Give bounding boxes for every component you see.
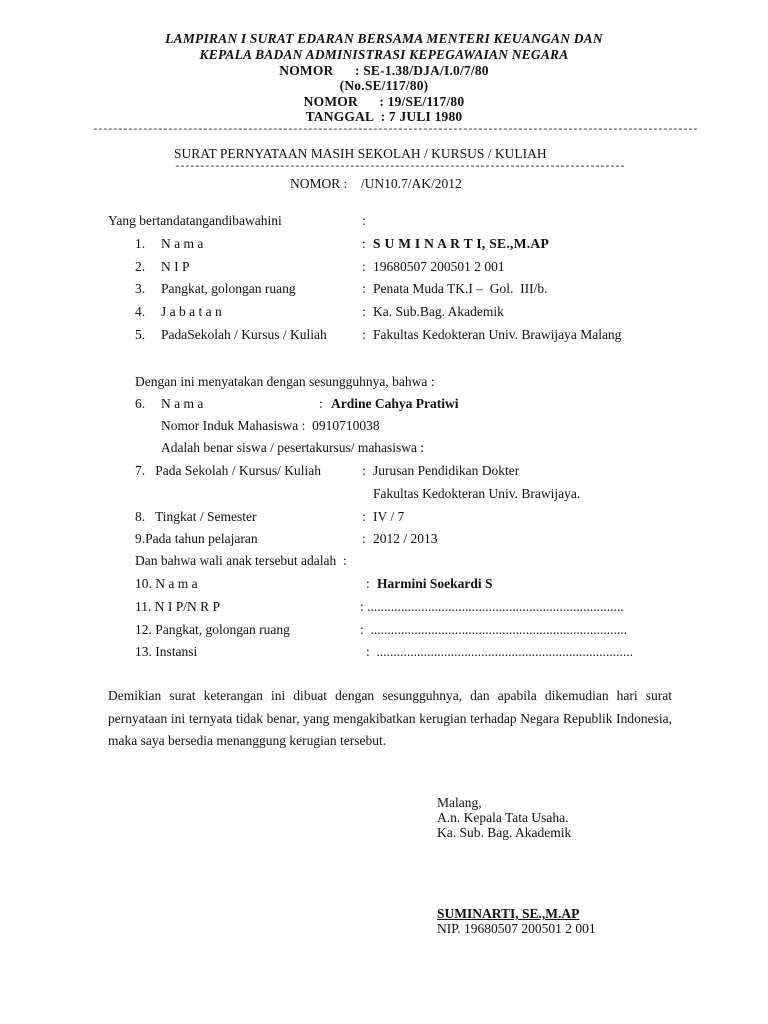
document-title: SURAT PERNYATAAN MASIH SEKOLAH / KURSUS / KULIAH [174, 146, 547, 161]
signer-colon: : [362, 327, 366, 342]
signer-nip-label: N I P [161, 259, 190, 274]
guardian-pangkat-value: : ............................................................................ [360, 622, 628, 637]
signer-jabatan-label: J a b a t a n [161, 304, 222, 319]
guardian-name-label: 10. N a m a [135, 576, 198, 591]
signer-item-num: 4. [135, 304, 146, 319]
title-underline: ------------------------------------------------------------------------------------------ [174, 161, 625, 173]
statement-intro: Dengan ini menyatakan dengan sesungguhnya, bahwa : [135, 374, 435, 389]
student-tingkat-value: IV / 7 [373, 509, 405, 524]
signature-name: SUMINARTI, SE.,M.AP [437, 906, 580, 921]
guardian-nip-label: 11. N I P/N R P [135, 599, 221, 614]
header-nomor-1: NOMOR : SE-1.38/DJA/I.0/7/80 [279, 63, 489, 78]
signer-intro: Yang bertandatangandibawahini [108, 213, 282, 228]
guardian-intro: Dan bahwa wali anak tersebut adalah : [135, 553, 347, 568]
student-nim: Nomor Induk Mahasiswa : 0910710038 [161, 418, 380, 433]
signer-colon: : [362, 236, 366, 251]
signature-on-behalf: A.n. Kepala Tata Usaha. [437, 810, 569, 825]
signer-pangkat-value: Penata Muda TK.I – Gol. III/b. [373, 281, 548, 296]
student-tahun-label: 9.Pada tahun pelajaran [135, 531, 258, 546]
signer-jabatan-value: Ka. Sub.Bag. Akademik [373, 304, 504, 319]
student-item-num: 6. [135, 396, 146, 411]
student-name-value: Ardine Cahya Pratiwi [331, 396, 459, 411]
guardian-colon: : [366, 576, 370, 591]
student-tahun-value: 2012 / 2013 [373, 531, 438, 546]
header-nomor-2: NOMOR : 19/SE/117/80 [303, 94, 465, 109]
signer-colon: : [362, 259, 366, 274]
signer-name-value: S U M I N A R T I, SE.,M.AP [373, 236, 550, 251]
student-status: Adalah benar siswa / pesertakursus/ mahasiswa : [161, 440, 425, 455]
student-colon: : [362, 509, 366, 524]
signer-colon: : [362, 304, 366, 319]
header-separator: ------------------------------------------------------------------------------------------------------------------------- [92, 124, 698, 136]
signer-item-num: 1. [135, 236, 146, 251]
header-line-2: KEPALA BADAN ADMINISTRASI KEPEGAWAIAN NEGARA [199, 47, 569, 62]
signer-school-value: Fakultas Kedokteran Univ. Brawijaya Malang [373, 327, 622, 342]
guardian-name-value: Harmini Soekardi S [377, 576, 493, 591]
signature-nip: NIP. 19680507 200501 2 001 [437, 921, 596, 936]
guardian-instansi-value: : ............................................................................ [366, 644, 634, 659]
guardian-pangkat-label: 12. Pangkat, golongan ruang [135, 622, 290, 637]
signer-item-num: 3. [135, 281, 146, 296]
signer-item-num: 2. [135, 259, 146, 274]
header-tanggal: TANGGAL : 7 JULI 1980 [305, 109, 463, 124]
student-tingkat-label: 8. Tingkat / Semester [135, 509, 257, 524]
student-school-value-1: Jurusan Pendidikan Dokter [373, 463, 520, 478]
signer-name-label: N a m a [161, 236, 204, 251]
student-school-label: 7. Pada Sekolah / Kursus/ Kuliah [135, 463, 321, 478]
student-colon: : [319, 396, 323, 411]
signer-pangkat-label: Pangkat, golongan ruang [161, 281, 296, 296]
signature-position: Ka. Sub. Bag. Akademik [437, 825, 572, 840]
signer-nip-value: 19680507 200501 2 001 [373, 259, 505, 274]
student-colon: : [362, 463, 366, 478]
header-line-1: LAMPIRAN I SURAT EDARAN BERSAMA MENTERI KEUANGAN DAN [165, 31, 603, 46]
signer-intro-colon: : [362, 213, 366, 228]
student-name-label: N a m a [161, 396, 204, 411]
signer-item-num: 5. [135, 327, 146, 342]
student-colon: : [362, 531, 366, 546]
header-no-se: (No.SE/117/80) [339, 78, 429, 93]
document-number: NOMOR : /UN10.7/AK/2012 [290, 176, 462, 191]
guardian-nip-value: : ............................................................................ [360, 599, 624, 614]
closing-paragraph: Demikian surat keterangan ini dibuat dengan sesungguhnya, dan apabila dikemudian hari surat pernyataan ini ternyata tidak benar, yang mengakibatkan kerugian terhadap Negara Republik Indonesia, maka saya bersedia menanggung kerugian tersebut. [108, 688, 672, 749]
signer-school-label: PadaSekolah / Kursus / Kuliah [161, 327, 327, 342]
signature-city: Malang, [437, 795, 482, 810]
student-school-value-2: Fakultas Kedokteran Univ. Brawijaya. [373, 486, 581, 501]
guardian-instansi-label: 13. Instansi [135, 644, 198, 659]
signer-colon: : [362, 281, 366, 296]
